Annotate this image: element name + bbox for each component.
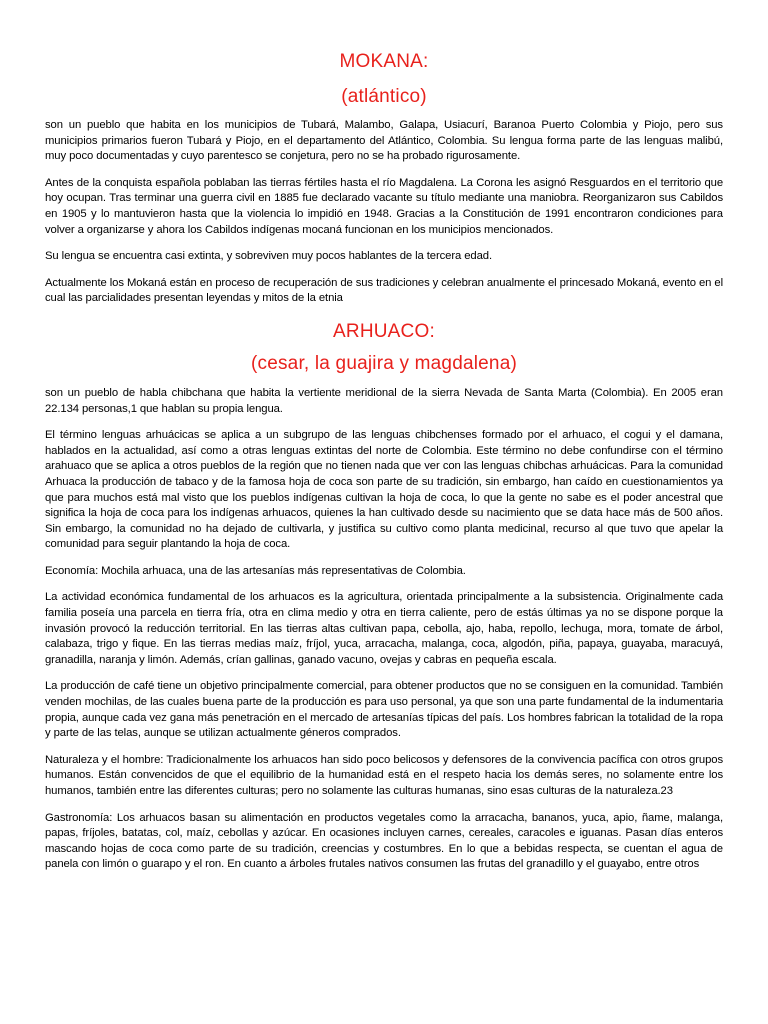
paragraph-arhuaco-intro: son un pueblo de habla chibchana que habita la vertiente meridional de la sierra Nevada de Santa Marta (Colombia). En 2005 eran 22.134 personas,1 que hablan su propia lengua. [45,386,723,415]
paragraph-mokana-history: Antes de la conquista española poblaban las tierras fértiles hasta el río Magdalena. La Corona les asignó Resguardos en el territorio que hoy ocupan. Tras terminar una guerra civil en 1885 fue declarado vacante su título mediante una maniobra. Reorganizaron sus Cabildos en 1905 y lo mantuvieron hasta que la violencia lo impidió en 1948. Gracias a la Constitución de 1991 encontraron condiciones para volver a organizarse y ahora los Cabildos indígenas mocaná funcionan en los municipios mencionados. [45,176,723,236]
paragraph-mokana-intro: son un pueblo que habita en los municipios de Tubará, Malambo, Galapa, Usiacurí, Baranoa Puerto Colombia y Piojo, pero sus municipios primarios fueron Tubará y Piojo, en el departamento del Atlántico, Colombia. Su lengua forma parte de las lenguas malibú, muy poco documentadas y cuyo parentesco se conjetura, pero no se ha probado rigurosamente. [45,119,723,163]
paragraph-mokana-language: Su lengua se encuentra casi extinta, y sobreviven muy pocos hablantes de la tercera edad. [45,250,493,263]
document-page [45,0,723,873]
paragraph-arhuaco-nature: Naturaleza y el hombre: Tradicionalmente los arhuacos han sido poco belicosos y defensores de la convivencia pacífica con otros grupos humanos. Están convencidos de que el equilibrio de la humanidad está en el respeto hacia los demás seres, no solamente entre los humanos, también entre las diferentes culturas; pero no solamente las culturas humanas, sino esas culturas de la naturaleza.23 [45,753,723,797]
section-subtitle-arhuaco: (cesar, la guajira y magdalena) [250,352,517,374]
paragraph-arhuaco-agriculture: La actividad económica fundamental de los arhuacos es la agricultura, orientada principalmente a la subsistencia. Originalmente cada familia poseía una parcela en tierra fría, otra en clima medio y otra en tierra caliente, pero de estás últimas ya no se dispone porque la invasión provocó la reducción territorial. En las tierras altas cultivan papa, cebolla, ajo, haba, repollo, lechuga, mora, tomate de árbol, calabaza, trigo y fique. En las tierras medias maíz, fríjol, yuca, arracacha, malanga, coca, algodón, piña, papaya, guayaba, maracuyá, granadilla, naranja y limón. Además, crían gallinas, ganado vacuno, ovejas y cabras en pequeña escala. [45,591,723,666]
paragraph-arhuaco-languages: El término lenguas arhuácicas se aplica a un subgrupo de las lenguas chibchenses formado por el arhuaco, el cogui y el damana, hablados en la actualidad, así como a otras lenguas extintas del norte de Colombia. Este término no debe confundirse con el término arahuaco que se aplica a otros pueblos de la región que no tienen nada que ver con las lenguas chibchas arhuácicas. Para la comunidad Arhuaca la producción de tabaco y de la famosa hoja de coca son parte de su tradición, sin embargo, han caído en cuestionamientos ya que para muchos está mal visto que los pueblos indígenas cultivan la hoja de coca, lo que la gente no sabe es el poder ancestral que significa la hoja de coca para los indígenas arhuacos, quienes la han cultivado desde su nacimiento que se data hace más de 500 años. Sin embargo, la comunidad no ha dejado de cultivarla, y justifica su cultivo como planta medicinal, recurso al que tuvo que apelar la comunidad para seguir plantando la hoja de coca. [45,429,723,551]
paragraph-mokana-current: Actualmente los Mokaná están en proceso de recuperación de sus tradiciones y celebran anualmente el princesado Mokaná, evento en el cual las parcialidades presentan leyendas y mitos de la etnia [45,276,723,305]
section-title-mokana: MOKANA: [339,51,429,72]
section-subtitle-mokana: (atlántico) [341,86,427,107]
section-title-arhuaco: ARHUACO: [333,320,435,342]
paragraph-arhuaco-coffee: La producción de café tiene un objetivo principalmente comercial, para obtener productos que no se consiguen en la comunidad. También venden mochilas, de las cuales buena parte de la producción es para uso personal, ya que son una parte fundamental de la indumentaria propia, aunque cada vez gana más penetración en el mercado de artesanías típicas del país. Los hombres fabrican la totalidad de la ropa y parte de las telas, aunque se utilizan actualmente géneros comprados. [45,680,723,740]
paragraph-arhuaco-gastronomy: Gastronomía: Los arhuacos basan su alimentación en productos vegetales como la arracacha, bananos, yuca, apio, ñame, malanga, papas, fríjoles, batatas, col, maíz, cebollas y azúcar. En ocasiones incluyen carnes, cereales, caracoles e iguanas. Pasan días enteros mascando hojas de coca como parte de su tradición, creencias y costumbres. En lo que a bebidas respecta, se cuentan el agua de panela con limón o guarapo y el ron. En cuanto a árboles frutales nativos consumen las frutas del granadillo y el guayabo, entre otros [45,811,723,871]
paragraph-arhuaco-economy-heading: Economía: Mochila arhuaca, una de las artesanías más representativas de Colombia. [45,564,466,577]
